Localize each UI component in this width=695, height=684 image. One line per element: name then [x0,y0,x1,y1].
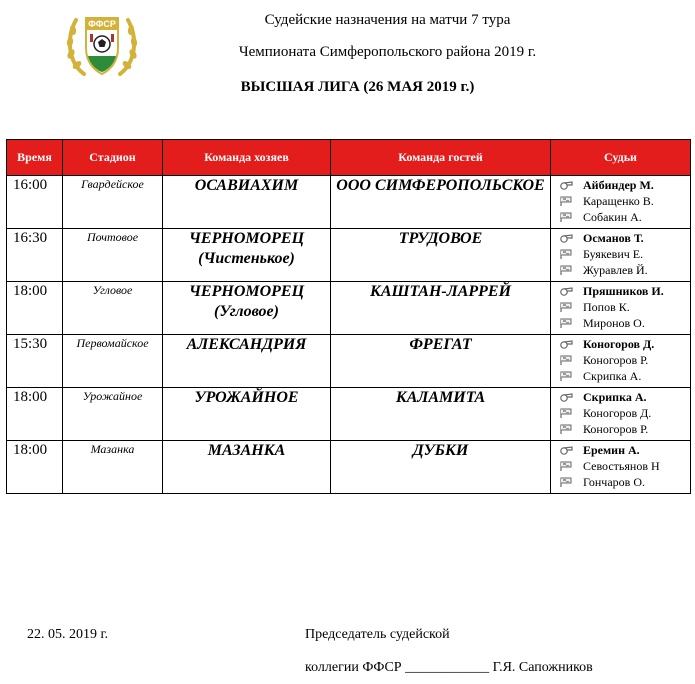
table-row [7,388,691,441]
referee-name: Айбиндер М. [583,177,654,192]
whistle-icon [559,180,583,190]
referee-name: Буякевич Е. [583,246,644,261]
referees-cell [551,282,691,335]
match-time: 18:00 [7,282,63,335]
referee-entry [559,368,688,384]
referee-entry [559,458,688,474]
home-team: ОСАВИАХИМ [163,176,331,229]
home-team: МАЗАНКА [163,441,331,494]
doc-title-line1: Судейские назначения на матчи 7 тура [264,12,511,28]
stadium-name: Урожайное [63,388,163,441]
table-row [7,335,691,388]
referee-name: Коногоров Д. [583,405,652,420]
referee-entry [559,262,688,278]
away-team: ООО СИМФЕРОПОЛЬСКОЕ [331,176,551,229]
whistle-icon [559,233,583,243]
away-team: ФРЕГАТ [331,335,551,388]
flag-icon [559,249,583,259]
flag-icon [559,318,583,328]
away-team: КАШТАН-ЛАРРЕЙ [331,282,551,335]
referee-entry [559,421,688,437]
table-row [7,282,691,335]
referee-name: Попов К. [583,299,630,314]
doc-title-line2: Чемпионата Симферопольского района 2019 г. [238,44,537,60]
referee-name: Севостьянов Н [583,458,660,473]
col-header-time: Время [7,140,63,176]
signature-line1: Председатель судейской [305,627,450,642]
signature-line2: коллегии ФФСР ____________ Г.Я. Сапожников [305,660,593,675]
referees-cell [551,335,691,388]
referee-entry [559,230,688,246]
flag-icon [559,302,583,312]
stadium-name: Гвардейское [63,176,163,229]
referee-entry [559,315,688,331]
referees-cell [551,441,691,494]
referee-name: Еремин А. [583,442,640,457]
match-time: 16:00 [7,176,63,229]
referee-entry [559,246,688,262]
referees-cell [551,229,691,282]
flag-icon [559,265,583,275]
referee-entry [559,283,688,299]
referee-entry [559,389,688,405]
away-team: ТРУДОВОЕ [331,229,551,282]
referee-name: Скрипка А. [583,368,642,383]
stadium-name: Первомайское [63,335,163,388]
referees-cell [551,388,691,441]
match-time: 15:30 [7,335,63,388]
table-row [7,229,691,282]
whistle-icon [559,392,583,402]
referee-name: Коногоров Р. [583,352,649,367]
col-header-referees: Судьи [551,140,691,176]
referee-name: Скрипка А. [583,389,647,404]
referee-entry [559,442,688,458]
referees-cell [551,176,691,229]
col-header-home: Команда хозяев [163,140,331,176]
flag-icon [559,461,583,471]
match-time: 18:00 [7,388,63,441]
referee-entry [559,405,688,421]
doc-title-league: ВЫСШАЯ ЛИГА (26 МАЯ 2019 г.) [240,79,475,95]
referee-name: Собакин А. [583,209,642,224]
match-time: 18:00 [7,441,63,494]
stadium-name: Мазанка [63,441,163,494]
match-time: 16:30 [7,229,63,282]
referee-entry [559,474,688,490]
col-header-stadium: Стадион [63,140,163,176]
away-team: ДУБКИ [331,441,551,494]
referee-name: Пряшников И. [583,283,664,298]
referee-name: Османов Т. [583,230,644,245]
referee-name: Каращенко В. [583,193,654,208]
home-team: АЛЕКСАНДРИЯ [163,335,331,388]
table-row [7,441,691,494]
stadium-name: Почтовое [63,229,163,282]
referee-entry [559,336,688,352]
referee-name: Журавлев Й. [583,262,648,277]
flag-icon [559,355,583,365]
whistle-icon [559,286,583,296]
flag-icon [559,212,583,222]
flag-icon [559,408,583,418]
flag-icon [559,196,583,206]
schedule-table [6,139,691,494]
referee-name: Коногоров Р. [583,421,649,436]
col-header-away: Команда гостей [331,140,551,176]
referee-entry [559,193,688,209]
stadium-name: Угловое [63,282,163,335]
flag-icon [559,477,583,487]
referee-entry [559,352,688,368]
whistle-icon [559,339,583,349]
home-team: УРОЖАЙНОЕ [163,388,331,441]
referee-entry [559,299,688,315]
home-team: ЧЕРНОМОРЕЦ (Чистенькое) [163,229,331,282]
logo-text: ФФСР [88,19,116,29]
referee-name: Коногоров Д. [583,336,655,351]
away-team: КАЛАМИТА [331,388,551,441]
flag-icon [559,424,583,434]
whistle-icon [559,445,583,455]
home-team: ЧЕРНОМОРЕЦ (Угловое) [163,282,331,335]
table-row [7,176,691,229]
referee-entry [559,209,688,225]
referee-name: Гончаров О. [583,474,645,489]
table-header-row [7,140,691,176]
flag-icon [559,371,583,381]
doc-date: 22. 05. 2019 г. [27,627,109,642]
referee-name: Миронов О. [583,315,645,330]
referee-entry [559,177,688,193]
